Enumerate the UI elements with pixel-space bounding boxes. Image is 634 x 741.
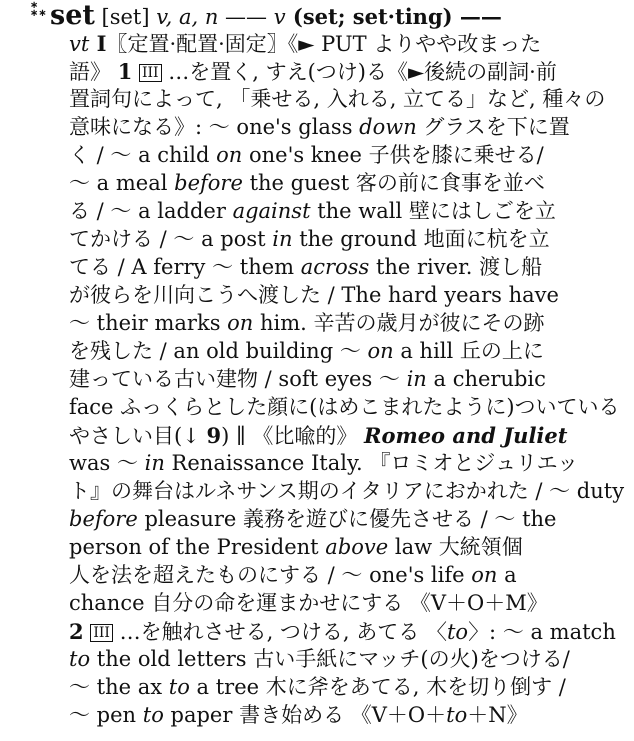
- entry-text: Romeo and Juliet: [364, 423, 568, 448]
- entry-text: in: [272, 227, 293, 251]
- entry-text: 建っている古い建物 / soft eyes ～: [69, 367, 407, 391]
- entry-line: [0, 1, 634, 30]
- entry-text: him. 辛苦の歳月が彼にその跡: [253, 311, 545, 335]
- entry-text: face ふっくらとした顔に(はめこまれたように)ついている: [69, 395, 620, 419]
- entry-line: [0, 505, 634, 534]
- entry-line: [0, 281, 634, 310]
- entry-text: on: [367, 339, 394, 363]
- entry-text: I: [89, 31, 107, 56]
- entry-text: the old letters 古い手紙にマッチ(の火)をつける/: [90, 647, 570, 671]
- entry-line: [0, 85, 634, 114]
- entry-line: [0, 57, 634, 86]
- entry-text: やさしい目(↓: [69, 424, 207, 448]
- entry-text: 2: [69, 619, 84, 644]
- entry-text: pleasure 義務を遊びに優先させる / ～ the: [137, 507, 557, 531]
- entry-text: v, a, n: [156, 5, 219, 29]
- entry-text: to: [69, 647, 91, 671]
- entry-line: [0, 141, 634, 170]
- entry-text: 人を法を超えたものにする / ～ one's life: [69, 563, 472, 587]
- entry-line: [0, 197, 634, 226]
- entry-text: on: [216, 143, 243, 167]
- entry-text: to: [446, 620, 469, 644]
- entry-line: [0, 421, 634, 450]
- entry-text: [132, 60, 139, 84]
- entry-text: 意味になる》: ～ one's glass: [69, 115, 360, 139]
- entry-text: 1: [117, 59, 133, 84]
- entry-text: てかける / ～ a post: [69, 227, 273, 251]
- entry-text: vt: [69, 32, 90, 56]
- entry-line: [0, 253, 634, 282]
- entry-text: the ground 地面に杭を立: [292, 227, 550, 251]
- entry-line: [0, 617, 634, 646]
- entry-text: paper 書き始める 《V＋O＋: [163, 703, 447, 727]
- entry-text: ～ pen: [69, 703, 143, 727]
- entry-text: down: [359, 115, 417, 139]
- entry-text: in: [144, 451, 165, 475]
- entry-line: [0, 701, 634, 730]
- entry-text: on: [227, 311, 254, 335]
- entry-line: [0, 337, 634, 366]
- entry-text: set: [50, 0, 95, 31]
- entry-line: [0, 393, 634, 422]
- entry-text: を残した / an old building ～: [69, 339, 368, 363]
- entry-text: る / ～ a ladder: [69, 199, 233, 223]
- entry-line: [0, 365, 634, 394]
- entry-text: [84, 620, 91, 644]
- entry-line: [0, 561, 634, 590]
- entry-text: v: [273, 5, 286, 29]
- entry-text: 〉: ～ a match: [468, 620, 616, 644]
- entry-text: Renaissance Italy. 『ロミオとジュリエッ: [164, 451, 579, 475]
- verb-pattern-badge: III: [90, 624, 113, 642]
- entry-line: [0, 225, 634, 254]
- entry-text: 〖定置·配置·固定〗《► PUT よりやや改まった: [106, 32, 542, 56]
- entry-text: to: [446, 703, 468, 727]
- entry-line: [0, 589, 634, 618]
- entry-text: (set; set·ting) ——: [285, 4, 502, 29]
- entry-text: on: [471, 563, 498, 587]
- entry-text: ～ a meal: [69, 171, 175, 195]
- entry-line: [0, 309, 634, 338]
- entry-text: 9: [206, 423, 222, 448]
- entry-line: [0, 169, 634, 198]
- entry-text: person of the President: [69, 535, 326, 559]
- entry-line: [0, 477, 634, 506]
- entry-text: ～ the ax: [69, 675, 169, 699]
- entry-line: [0, 113, 634, 142]
- entry-text: ～ their marks: [69, 311, 228, 335]
- verb-pattern-badge: III: [139, 64, 162, 82]
- entry-text: …を触れさせる, つける, あてる 〈: [112, 620, 447, 644]
- entry-line: [0, 673, 634, 702]
- entry-text: ト』の舞台はルネサンス期のイタリアにおかれた / ～ duty: [69, 479, 625, 503]
- entry-text: 置詞句によって, 「乗せる, 入れる, 立てる」など, 種々の: [69, 87, 606, 111]
- entry-text: the wall 壁にはしごを立: [310, 199, 556, 223]
- entry-text: to: [168, 675, 190, 699]
- entry-text: a hill 丘の上に: [393, 339, 544, 363]
- entry-text: to: [142, 703, 164, 727]
- entry-text: ) ∥ 《比喩的》: [221, 424, 365, 448]
- entry-text: against: [232, 199, 311, 223]
- entry-text: across: [300, 255, 370, 279]
- entry-text: was ～: [69, 451, 145, 475]
- entry-text: one's knee 子供を膝に乗せる/: [242, 143, 544, 167]
- entry-line: [0, 645, 634, 674]
- entry-text: law 大統領個: [388, 535, 523, 559]
- entry-text: [set]: [94, 5, 157, 29]
- entry-line: [0, 533, 634, 562]
- entry-text: ——: [218, 5, 274, 29]
- entry-text: a cherubic: [426, 367, 546, 391]
- entry-text: the river. 渡し船: [369, 255, 543, 279]
- entry-text: the guest 客の前に食事を並べ: [242, 171, 545, 195]
- entry-text: a tree 木に斧をあてる, 木を切り倒す /: [189, 675, 566, 699]
- entry-text: before: [69, 507, 138, 531]
- three-stars-icon: ∗ ∗∗: [30, 0, 47, 19]
- entry-text: a: [497, 563, 517, 587]
- entry-text: が彼らを川向こうへ渡した / The hard years have: [69, 283, 559, 307]
- entry-text: in: [406, 367, 427, 391]
- entry-text: …を置く, すえ(つけ)る《►後続の副詞·前: [161, 60, 557, 84]
- entry-text: chance 自分の命を運まかせにする 《V＋O＋M》: [69, 591, 548, 615]
- entry-line: [0, 29, 634, 58]
- entry-text: グラスを下に置: [416, 115, 570, 139]
- entry-text: ＋N》: [467, 703, 528, 727]
- entry-text: く / ～ a child: [69, 143, 217, 167]
- entry-text: before: [174, 171, 243, 195]
- entry-text: above: [325, 535, 389, 559]
- entry-text: てる / A ferry ～ them: [69, 255, 301, 279]
- entry-line: [0, 449, 634, 478]
- entry-text: 語》: [69, 60, 118, 84]
